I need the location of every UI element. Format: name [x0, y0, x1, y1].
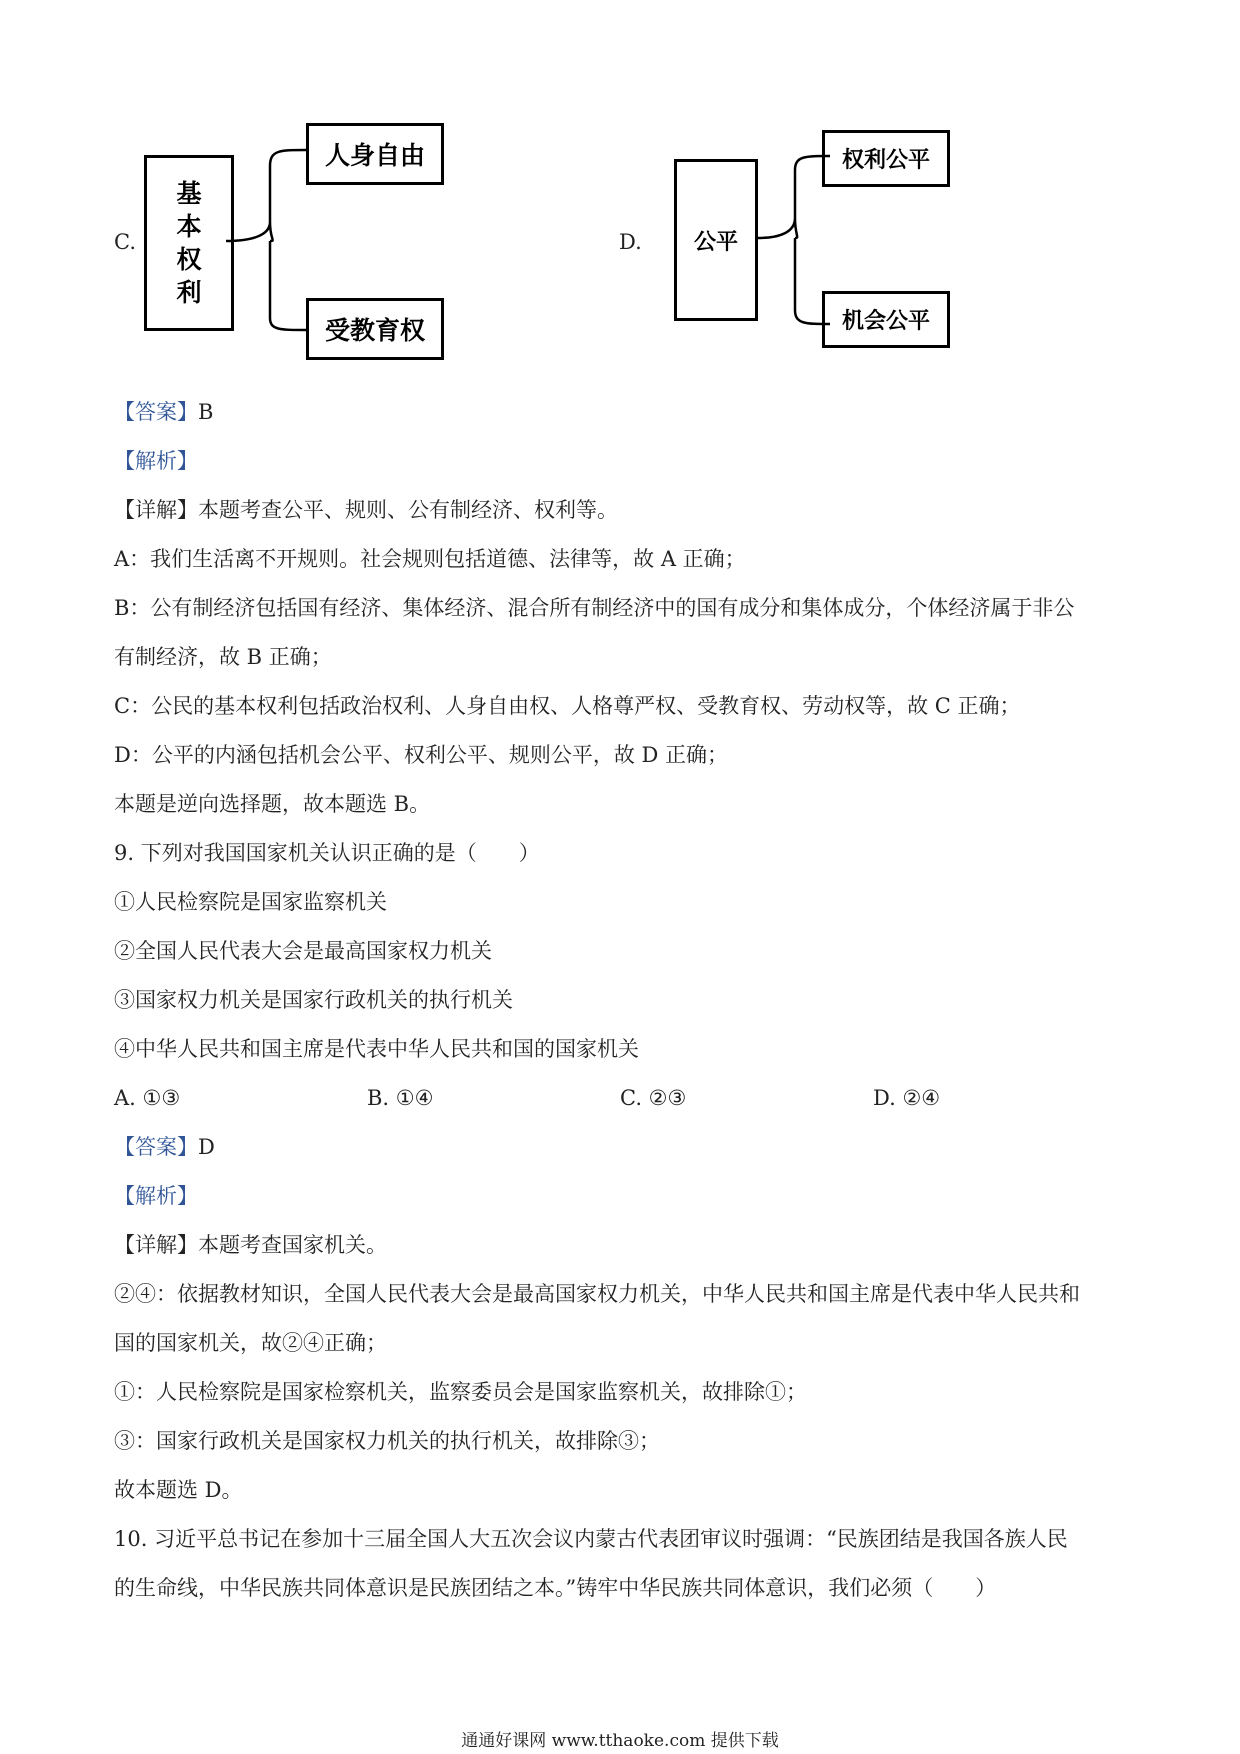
choice-c[interactable]: C. ②③ [620, 1086, 687, 1110]
diagram-d-root-box: 公平 [674, 159, 758, 321]
diagram-d-brace [758, 156, 830, 324]
q9-item: ③国家权力机关是国家行政机关的执行机关 [114, 988, 513, 1012]
diagram-c-root-char: 利 [176, 278, 202, 307]
q8-answer-line [114, 397, 213, 427]
q10-stem-line: 10. 习近平总书记在参加十三届全国人大五次会议内蒙古代表团审议时强调：“民族团结是我国各族人民 [114, 1527, 1068, 1551]
q9-answer-line [114, 1132, 215, 1162]
q9-detail-line [114, 1230, 387, 1260]
detail-tag: 【详解】 [114, 1233, 198, 1257]
q9-conclusion: 故本题选 D。 [114, 1478, 243, 1502]
q8-detail-line [114, 495, 618, 525]
diagram-c-brace [226, 150, 306, 330]
q8-analysis-line: C：公民的基本权利包括政治权利、人身自由权、人格尊严权、受教育权、劳动权等，故 C 正确； [114, 694, 1021, 718]
q9-stem: 9. 下列对我国国家机关认识正确的是（ ） [114, 841, 540, 865]
option-d-label: D. [619, 230, 642, 254]
q10-stem-line: 的生命线，中华民族共同体意识是民族团结之本。”铸牢中华民族共同体意识，我们必须（ ） [114, 1576, 997, 1600]
footer-source: 通通好课网 www.tthaoke.com 提供下载 [461, 1731, 779, 1751]
choice-a[interactable]: A. ①③ [114, 1086, 181, 1110]
answer-value: D [198, 1135, 215, 1159]
choice-b[interactable]: B. ①④ [367, 1086, 434, 1110]
choice-d[interactable]: D. ②④ [873, 1086, 941, 1110]
diagram-c-branch-top: 人身自由 [306, 123, 444, 185]
q9-analysis-line: 国的国家机关，故②④正确； [114, 1331, 387, 1355]
q9-analysis-line: ③：国家行政机关是国家权力机关的执行机关，故排除③； [114, 1429, 660, 1453]
q9-choices [114, 1083, 1014, 1113]
option-c-label: C. [114, 230, 136, 254]
q9-analysis-tag: 【解析】 [114, 1184, 198, 1208]
q9-item: ②全国人民代表大会是最高国家权力机关 [114, 939, 492, 963]
diagram-c-root-char: 基 [176, 179, 202, 208]
q8-conclusion: 本题是逆向选择题，故本题选 B。 [114, 792, 431, 816]
q9-analysis-line: ①：人民检察院是国家检察机关，监察委员会是国家监察机关，故排除①； [114, 1380, 807, 1404]
q8-analysis-line: 有制经济，故 B 正确； [114, 645, 332, 669]
q9-item: ④中华人民共和国主席是代表中华人民共和国的国家机关 [114, 1037, 639, 1061]
answer-tag: 【答案】 [114, 400, 198, 424]
q8-analysis-tag: 【解析】 [114, 449, 198, 473]
q9-analysis-line: ②④：依据教材知识，全国人民代表大会是最高国家权力机关，中华人民共和国主席是代表中华人民共和 [114, 1282, 1080, 1306]
diagram-c-root-char: 本 [176, 212, 202, 241]
diagram-c-root-char: 权 [176, 245, 202, 274]
q8-analysis-line: D：公平的内涵包括机会公平、权利公平、规则公平，故 D 正确； [114, 743, 729, 767]
detail-text: 本题考查国家机关。 [198, 1233, 387, 1257]
answer-tag: 【答案】 [114, 1135, 198, 1159]
detail-tag: 【详解】 [114, 498, 198, 522]
detail-text: 本题考查公平、规则、公有制经济、权利等。 [198, 498, 618, 522]
diagram-connectors [0, 0, 1240, 400]
diagram-d-branch-top: 权利公平 [822, 130, 950, 187]
q8-analysis-line: A：我们生活离不开规则。社会规则包括道德、法律等，故 A 正确； [114, 547, 746, 571]
answer-value: B [198, 400, 214, 424]
diagram-c-branch-bottom: 受教育权 [306, 298, 444, 360]
q9-item: ①人民检察院是国家监察机关 [114, 890, 387, 914]
q8-analysis-line: B：公有制经济包括国有经济、集体经济、混合所有制经济中的国有成分和集体成分，个体经济属于非公 [114, 596, 1075, 620]
diagram-d-branch-bottom: 机会公平 [822, 291, 950, 348]
